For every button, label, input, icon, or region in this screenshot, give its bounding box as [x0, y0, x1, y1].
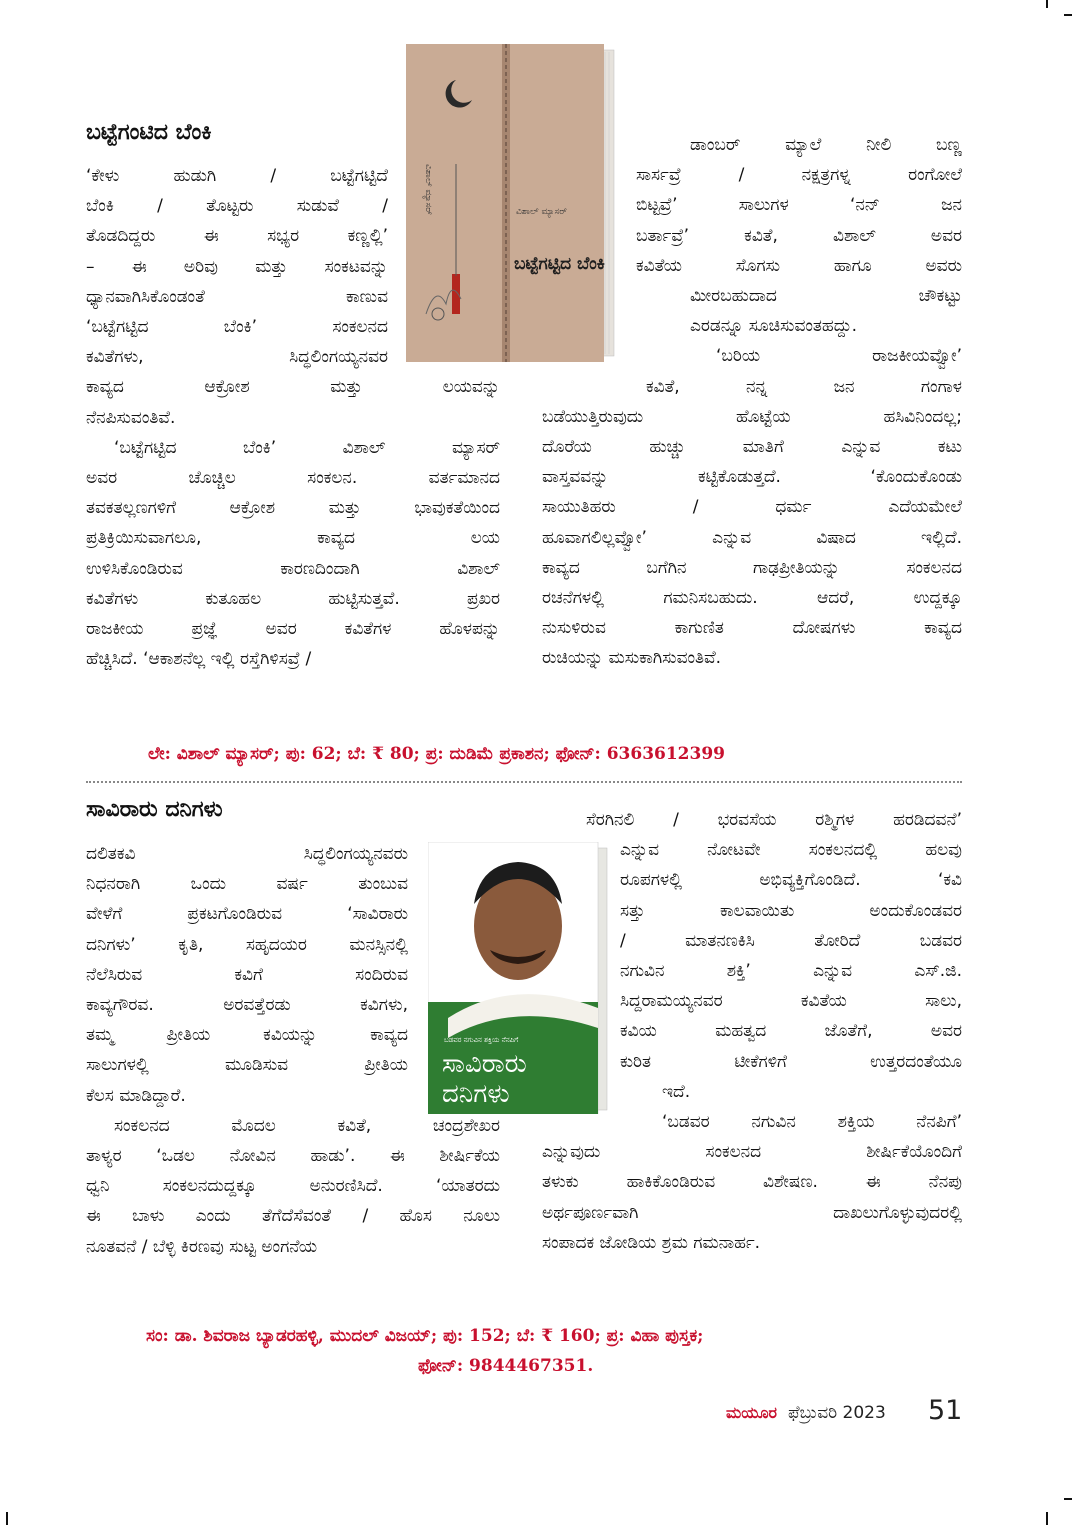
text-line: ತವಕತಲ್ಲಣಗಳಿಗೆ ಆಕ್ರೋಶ ಮತ್ತು ಭಾವುಕತೆಯಿಂದ: [86, 498, 500, 519]
text-line: ವೇಳೆಗೆ ಪ್ರಕಟಗೊಂಡಿರುವ ‘ಸಾವಿರಾರು: [86, 904, 408, 925]
text-line: ನೆನಪಿಸುವಂತಿವೆ.: [86, 407, 176, 428]
text-line: ಎರಡನ್ನೂ ಸೂಚಿಸುವಂತಹದ್ದು.: [690, 316, 858, 337]
text-line: ಬಡೆಯುತ್ತಿರುವುದು ಹೊಟ್ಟೆಯ ಹಸಿವಿನಿಂದಲ್ಲ;: [542, 406, 962, 427]
text-line: ಸಂಪಾದಕ ಜೋಡಿಯ ಶ್ರಮ ಗಮನಾರ್ಹ.: [542, 1232, 761, 1253]
text-line: ಕವಿತೆಗಳು, ಸಿದ್ಧಲಿಂಗಯ್ಯನವರ: [86, 347, 388, 368]
text-line: ರುಚಿಯನ್ನು ಮಸುಕಾಗಿಸುವಂತಿವೆ.: [542, 648, 722, 669]
text-line: ಕವಿತೆಗಳು ಕುತೂಹಲ ಹುಟ್ಟಿಸುತ್ತವೆ. ಪ್ರಖರ: [86, 588, 500, 609]
magazine-name: ಮಯೂರ: [726, 1403, 778, 1422]
text-line: ಸಾರ್ಸವ್ರೆ / ನಕ್ಷತ್ರಗಳ್ನ ರಂಗೋಲೆ: [636, 165, 962, 186]
svg-text:ಬಡವರ ನಗುವಿನ ಶಕ್ತಿಯ ನೆನಪಿಗೆ: ಬಡವರ ನಗುವಿನ ಶಕ್ತಿಯ ನೆನಪಿಗೆ: [444, 1036, 519, 1044]
text-line: ರೂಪಗಳಲ್ಲಿ ಅಭಿವ್ಯಕ್ತಿಗೊಂಡಿದೆ. ‘ಕವಿ: [620, 870, 962, 891]
text-line: ಬರ್ತಾವ್ರೆ’ ಕವಿತೆ, ವಿಶಾಲ್ ಅವರ: [636, 225, 962, 246]
article-title: ಸಾವಿರಾರು ದನಿಗಳು: [86, 797, 223, 822]
text-line: ಪ್ರತಿಕ್ರಿಯಿಸುವಾಗಲೂ, ಕಾವ್ಯದ ಲಯ: [86, 528, 500, 549]
book-credits: ಲೇ: ವಿಶಾಲ್ ಮ್ಯಾಸರ್; ಪು: 62; ಬೆ: ₹ 80; ಪ್ರ: ದುಡಿಮೆ ಪ್ರಕಾಶನ; ಫೋನ್: 6363612399: [148, 744, 725, 764]
book-cover-image: [428, 842, 608, 1114]
text-line: ನುಸುಳಿರುವ ಕಾಗುಣಿತ ದೋಷಗಳು ಕಾವ್ಯದ: [542, 618, 962, 639]
text-line: ದಲಿತಕವಿ ಸಿದ್ಧಲಿಂಗಯ್ಯನವರು: [86, 844, 408, 864]
text-line: ಕುರಿತ ಟೀಕೆಗಳಿಗೆ ಉತ್ತರದಂತೆಯೂ: [620, 1051, 962, 1072]
text-line: ಧ್ವನಿ ಸಂಕಲನದುದ್ದಕ್ಕೂ ಅನುರಣಿಸಿದೆ. ‘ಯಾತರದು: [86, 1176, 500, 1197]
text-line: ‘ಬಟ್ಟೆಗಟ್ಟಿದ ಬೆಂಕಿ’ ವಿಶಾಲ್ ಮ್ಯಾಸರ್: [114, 437, 500, 458]
text-line: ಕಾವ್ಯದ ಆಕ್ರೋಶ ಮತ್ತು ಲಯವನ್ನು: [86, 377, 500, 398]
text-line: ಅರ್ಥಪೂರ್ಣವಾಗಿ ದಾಖಲುಗೊಳ್ಳುವುದರಲ್ಲಿ: [542, 1202, 962, 1223]
text-line: ಸಾಲುಗಳಲ್ಲಿ ಮೂಡಿಸುವ ಪ್ರೀತಿಯ: [86, 1055, 408, 1076]
svg-text:ಸಾವಿರಾರು: ಸಾವಿರಾರು: [442, 1049, 527, 1079]
crop-mark-bottom-left: [6, 1512, 8, 1525]
text-line: ಕಾವ್ಯಗೌರವ. ಅರವತ್ತೆರಡು ಕವಿಗಳು,: [86, 995, 408, 1015]
article-title: ಬಟ್ಟೆಗಂಟಿದ ಬೆಂಕಿ: [86, 120, 212, 145]
text-line: ‘ಬರಿಯ ರಾಜಕೀಯವ್ವೋ’: [716, 346, 962, 367]
crop-mark-right-upper: [1064, 14, 1072, 16]
text-line: ಕವಿಯ ಮಹತ್ವದ ಜೊತೆಗೆ, ಅವರ: [620, 1021, 962, 1042]
text-line: ನೆಲೆಸಿರುವ ಕವಿಗೆ ಸಂದಿರುವ: [86, 964, 408, 985]
text-line: ತಾಳ್ಯರ ‘ಒಡಲ ನೋವಿನ ಹಾಡು’. ಈ ಶೀರ್ಷಿಕೆಯ: [86, 1146, 500, 1166]
text-line: ನಿಧನರಾಗಿ ಒಂದು ವರ್ಷ ತುಂಬುವ: [86, 874, 408, 895]
text-line: ಸತ್ತು ಕಾಲವಾಯಿತು ಅಂದುಕೊಂಡವರ: [620, 900, 962, 921]
crop-mark-right-lower: [1064, 1498, 1072, 1500]
text-line: ನೂತವನೆ / ಬೆಳ್ಳಿ ಕಿರಣವು ಸುಟ್ಟ ಅಂಗನೆಯ: [86, 1236, 318, 1257]
text-line: ಧ್ಯಾನವಾಗಿಸಿಕೊಂಡಂತೆ ಕಾಣುವ: [86, 286, 388, 307]
text-line: ನಗುವಿನ ಶಕ್ತಿ’ ಎನ್ನುವ ಎಸ್.ಜಿ.: [620, 961, 962, 981]
text-line: ‘ಬಡವರ ನಗುವಿನ ಶಕ್ತಿಯ ನೆನಪಿಗೆ’: [662, 1112, 962, 1132]
text-line: ಡಾಂಬರ್ ಮ್ಯಾಲೆ ನೀಲಿ ಬಣ್ಣ: [690, 135, 962, 155]
text-line: ಬೆಂಕಿ / ತೊಟ್ಟರು ಸುಡುವೆ /: [86, 196, 388, 217]
text-line: ತಳುಕು ಹಾಕಿಕೊಂಡಿರುವ ವಿಶೇಷಣ. ಈ ನೆನಪು: [542, 1172, 962, 1193]
text-line: ಹೆಚ್ಚಿಸಿದೆ. ‘ಆಕಾಶನೆಲ್ಲ ಇಲ್ಲಿ ರಸ್ತೆಗಿಳಿಸವ್ರೆ /: [86, 649, 312, 670]
text-line: ‘ಬಟ್ಟೆಗಟ್ಟಿದ ಬೆಂಕಿ’ ಸಂಕಲನದ: [86, 317, 388, 337]
text-line: ಹೂವಾಗಲಿಲ್ಲವ್ವೋ’ ಎನ್ನುವ ವಿಷಾದ ಇಲ್ಲಿದೆ.: [542, 527, 962, 548]
svg-text:ದನಿಗಳು: ದನಿಗಳು: [442, 1079, 510, 1109]
text-line: ಎನ್ನುವ ನೋಟವೇ ಸಂಕಲನದಲ್ಲಿ ಹಲವು: [620, 840, 962, 861]
text-line: ಎನ್ನುವುದು ಸಂಕಲನದ ಶೀರ್ಷಿಕೆಯೊಂದಿಗೆ: [542, 1142, 962, 1163]
text-line: ಅವರ ಚೊಚ್ಚಿಲ ಸಂಕಲನ. ವರ್ತಮಾನದ: [86, 468, 500, 488]
svg-text:ವಿಶಾಲ್ ಮ್ಯಾಸರ್: ವಿಶಾಲ್ ಮ್ಯಾಸರ್: [516, 207, 567, 217]
text-line: ತಮ್ಮ ಪ್ರೀತಿಯ ಕವಿಯನ್ನು ಕಾವ್ಯದ: [86, 1025, 408, 1046]
text-line: – ಈ ಅರಿವು ಮತ್ತು ಸಂಕಟವನ್ನು: [86, 256, 388, 277]
text-line: ಸಾಯುತಿಹರು / ಧರ್ಮ ಎದೆಯಮೇಲೆ: [542, 497, 962, 518]
page-number: 51: [928, 1395, 963, 1426]
text-line: ಇದೆ.: [662, 1081, 691, 1102]
crop-mark-top-right: [1046, 0, 1048, 8]
book-credits: ಸಂ: ಡಾ. ಶಿವರಾಜ ಬ್ಯಾಡರಹಳ್ಳಿ, ಮುದಲ್ ವಿಜಯ್; ಪು: 152; ಬೆ: ₹ 160; ಪ್ರ: ವಿಹಾ ಪುಸ್ತಕ;: [146, 1326, 704, 1346]
text-line: / ಮಾತನಣಕಿಸಿ ತೋರಿದೆ ಬಡವರ: [620, 930, 962, 951]
page-footer: [726, 1395, 962, 1429]
text-line: ಕವಿತೆಯ ಸೊಗಸು ಹಾಗೂ ಅವರು: [636, 255, 962, 276]
text-line: ದನಿಗಳು’ ಕೃತಿ, ಸಹೃದಯರ ಮನಸ್ಸಿನಲ್ಲಿ: [86, 934, 408, 955]
text-line: ತೊಡದಿದ್ದರು ಈ ಸಭ್ಯರ ಕಣ್ಣಲ್ಲಿ’: [86, 226, 388, 247]
text-line: ಸಂಕಲನದ ಮೊದಲ ಕವಿತೆ, ಚಂದ್ರಶೇಖರ: [114, 1115, 500, 1136]
text-line: ಸಿದ್ದರಾಮಯ್ಯನವರ ಕವಿತೆಯ ಸಾಲು,: [620, 991, 962, 1012]
text-line: ಮೀರಬಹುದಾದ ಚೌಕಟ್ಟು: [690, 286, 962, 306]
text-line: ‘ಕೇಳು ಹುಡುಗಿ / ಬಟ್ಟೆಗಟ್ಟಿದೆ: [86, 166, 388, 186]
text-line: ಕಾವ್ಯದ ಬಗೆಗಿನ ಗಾಢಪ್ರೀತಿಯನ್ನು ಸಂಕಲನದ: [542, 557, 962, 578]
svg-text:ಬಟ್ಟೆಗಟ್ಟಿದ ಬೆಂಕಿ: ಬಟ್ಟೆಗಟ್ಟಿದ ಬೆಂಕಿ: [514, 254, 605, 274]
section-divider: [86, 781, 962, 783]
book-credits-phone: ಫೋನ್: 9844467351.: [418, 1356, 594, 1376]
svg-text:ವಿಶಾಲ್ ಮ್ಯಾಸರ್: ವಿಶಾಲ್ ಮ್ಯಾಸರ್: [423, 164, 433, 215]
book-cover-image: [406, 44, 616, 362]
text-line: ಈ ಬಾಳು ಎಂದು ತೆಗೆದೆಸೆವಂತೆ / ಹೊಸ ನೂಲು: [86, 1206, 500, 1227]
text-line: ವಾಸ್ತವವನ್ನು ಕಟ್ಟಿಕೊಡುತ್ತದೆ. ‘ಕೊಂದುಕೊಂಡು: [542, 467, 962, 488]
issue-date: ಫೆಬ್ರುವರಿ 2023: [788, 1403, 886, 1423]
text-line: ಉಳಿಸಿಕೊಂಡಿರುವ ಕಾರಣದಿಂದಾಗಿ ವಿಶಾಲ್: [86, 558, 500, 579]
text-line: ದೊರೆಯ ಹುಚ್ಚು ಮಾತಿಗೆ ಎನ್ನುವ ಕಟು: [542, 437, 962, 457]
text-line: ರಾಜಕೀಯ ಪ್ರಜ್ಞೆ ಅವರ ಕವಿತೆಗಳ ಹೊಳಪನ್ನು: [86, 619, 500, 639]
text-line: ಬಿಟ್ಟವ್ರೆ’ ಸಾಲುಗಳ ‘ನನ್ ಜನ: [636, 195, 962, 216]
crop-mark-bottom-right: [1046, 1512, 1048, 1525]
text-line: ಕವಿತೆ, ನನ್ನ ಜನ ಗಂಗಾಳ: [646, 376, 962, 397]
text-line: ಕೆಲಸ ಮಾಡಿದ್ದಾರೆ.: [86, 1085, 186, 1106]
text-line: ಸೆರಗಿನಲಿ / ಭರವಸೆಯ ರಶ್ಮಿಗಳ ಹರಡಿದವನೆ’: [586, 810, 962, 830]
text-line: ರಚನೆಗಳಲ್ಲಿ ಗಮನಿಸಬಹುದು. ಆದರೆ, ಉದ್ದಕ್ಕೂ: [542, 588, 962, 608]
